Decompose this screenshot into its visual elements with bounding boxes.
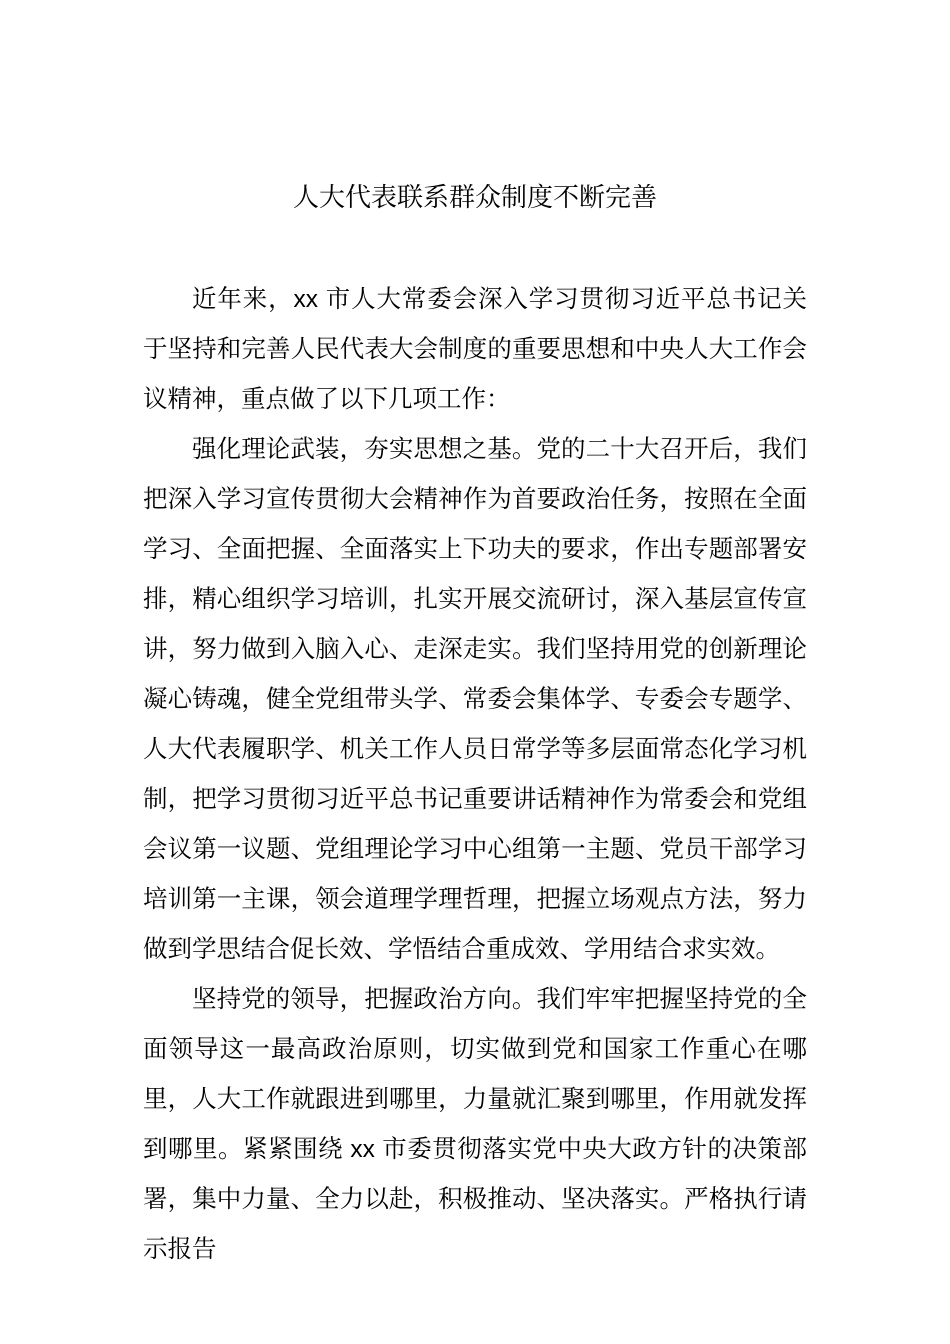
paragraph-intro: 近年来，xx 市人大常委会深入学习贯彻习近平总书记关于坚持和完善人民代表大会制度的重要思想和中央人大工作会议精神，重点做了以下几项工作：	[143, 286, 807, 413]
paragraph-theory-arming: 强化理论武装，夯实思想之基。党的二十大召开后，我们把深入学习宣传贯彻大会精神作为首要政治任务，按照在全面学习、全面把握、全面落实上下功夫的要求，作出专题部署安排，精心组织学习培训，扎实开展交流研讨，深入基层宣传宣讲，努力做到入脑入心、走深走实。我们坚持用党的创新理论凝心铸魂，健全党组带头学、常委会集体学、专委会专题学、人大代表履职学、机关工作人员日常学等多层面常态化学习机制，把学习贯彻习近平总书记重要讲话精神作为常委会和党组会议第一议题、党组理论学习中心组第一主题、党员干部学习培训第一主课，领会道理学理哲理，把握立场观点方法，努力做到学思结合促长效、学悟结合重成效、学用结合求实效。	[143, 436, 807, 963]
document-body	[143, 275, 807, 1275]
paragraph-party-leadership: 坚持党的领导，把握政治方向。我们牢牢把握坚持党的全面领导这一最高政治原则，切实做到党和国家工作重心在哪里，人大工作就跟进到哪里，力量就汇聚到哪里，作用就发挥到哪里。紧紧围绕 xx 市委贯彻落实党中央大政方针的决策部署，集中力量、全力以赴，积极推动、坚决落实。严格执行请示报告	[143, 986, 807, 1263]
document-title: 人大代表联系群众制度不断完善	[292, 182, 657, 212]
